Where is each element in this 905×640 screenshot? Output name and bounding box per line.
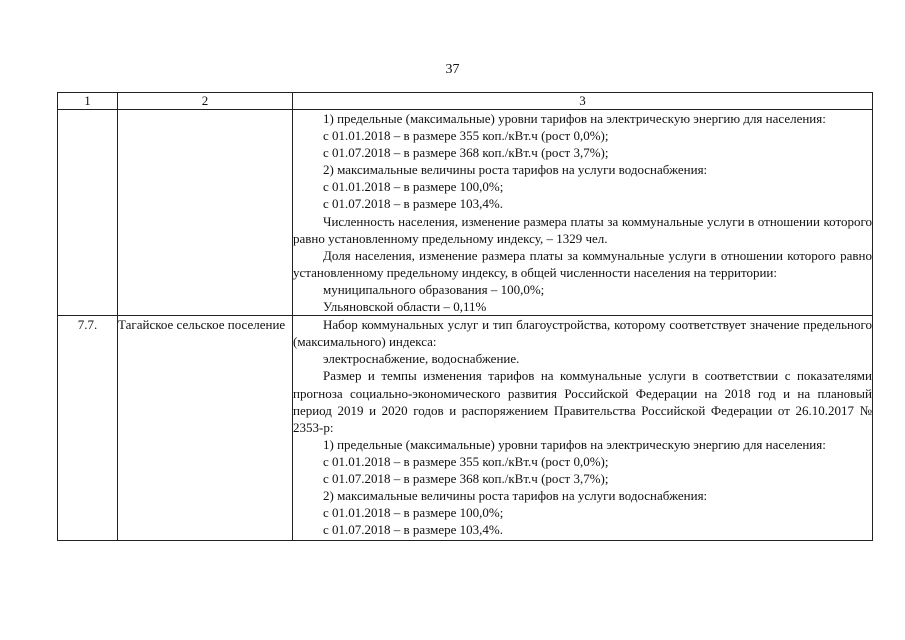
text-line: с 01.07.2018 – в размере 368 коп./кВт.ч (рост 3,7%); <box>323 145 609 161</box>
text-line: с 01.01.2018 – в размере 100,0%; <box>323 179 504 195</box>
text-line: с 01.01.2018 – в размере 100,0%; <box>323 505 504 521</box>
text-paragraph: Доля населения, изменение размера платы за коммунальные услуги в отношении которого равно установленному предельному индексу, в общей численности населения на территории: <box>293 247 872 280</box>
column-header-3: 3 <box>293 93 873 110</box>
text-line: с 01.07.2018 – в размере 103,4%. <box>323 196 503 212</box>
row-number-cell: 7.7. <box>58 316 118 541</box>
table-header-row <box>58 93 873 110</box>
column-header-2: 2 <box>118 93 293 110</box>
text-line: Ульяновской области – 0,11% <box>323 299 487 315</box>
table-row-continuation <box>58 110 873 316</box>
tariff-table <box>57 92 873 541</box>
text-paragraph: Набор коммунальных услуг и тип благоустройства, которому соответствует значение предельного (максимального) индекса: <box>293 317 872 350</box>
municipality-cell <box>118 110 293 316</box>
description-cell <box>293 110 873 316</box>
table-row <box>58 316 873 541</box>
text-line: электроснабжение, водоснабжение. <box>323 351 520 367</box>
text-line: 2) максимальные величины роста тарифов на услуги водоснабжения: <box>323 162 708 178</box>
municipality-cell: Тагайское сельское поселение <box>118 316 293 541</box>
text-paragraph: Численность населения, изменение размера платы за коммунальные услуги в отношении которого равно установленному предельному индексу, – 1329 чел. <box>293 213 872 246</box>
text-line: с 01.07.2018 – в размере 368 коп./кВт.ч (рост 3,7%); <box>323 470 609 486</box>
text-line: с 01.01.2018 – в размере 355 коп./кВт.ч (рост 0,0%); <box>323 453 609 469</box>
text-line: с 01.01.2018 – в размере 355 коп./кВт.ч (рост 0,0%); <box>323 128 609 144</box>
text-paragraph: Размер и темпы изменения тарифов на коммунальные услуги в соответствии с показателями прогноза социально-экономического развития Российской Федерации на 2018 год и на плановый период 2019 и 2020 годов и распоряжением Правительства Российской Федерации от 26.10.2017 № 2353-р: <box>293 368 872 435</box>
text-line: муниципального образования – 100,0%; <box>323 281 545 297</box>
column-header-1: 1 <box>58 93 118 110</box>
text-paragraph: 1) предельные (максимальные) уровни тарифов на электрическую энергию для населения: <box>323 436 826 452</box>
description-cell <box>293 316 873 541</box>
row-number-cell <box>58 110 118 316</box>
page-number: 37 <box>445 62 460 77</box>
text-line: 2) максимальные величины роста тарифов на услуги водоснабжения: <box>323 488 708 504</box>
text-paragraph: 1) предельные (максимальные) уровни тарифов на электрическую энергию для населения: <box>323 111 826 126</box>
text-line: с 01.07.2018 – в размере 103,4%. <box>323 522 503 538</box>
